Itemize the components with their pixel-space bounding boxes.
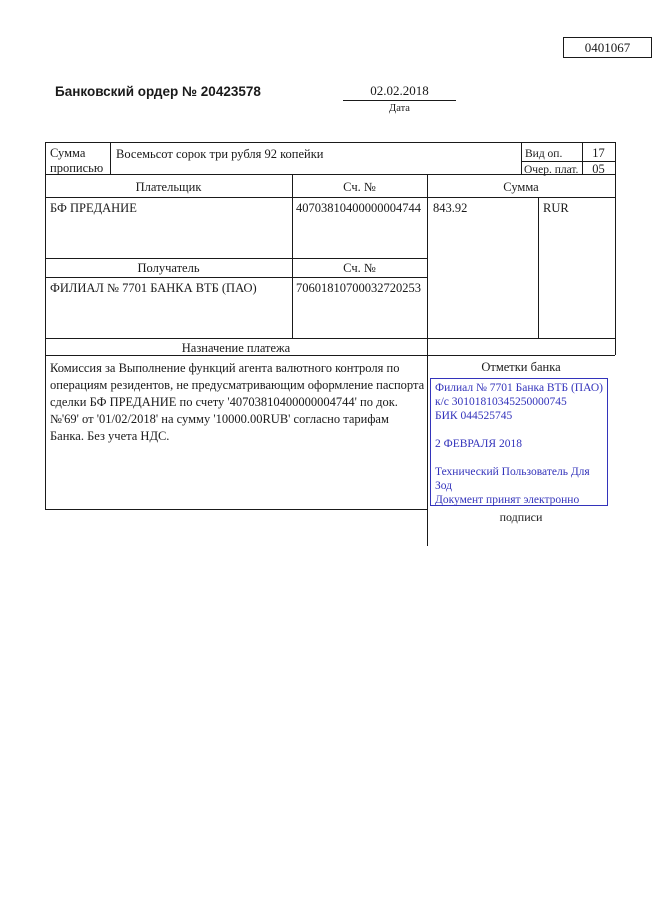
payment-amount: 843.92 (433, 201, 468, 215)
stamp-line: Технический Пользователь Для (435, 466, 590, 478)
amount-in-words-label: Сумма прописью (50, 146, 104, 175)
recipient-account: 70601810700032720253 (296, 281, 421, 295)
recipient-account-header: Сч. № (343, 261, 376, 275)
table-line (615, 142, 616, 355)
payer-account-header: Сч. № (343, 180, 376, 194)
purpose-text: Комиссия за Выполнение функций агента валютного контроля по операциям резидентов, не предусматривающим оформление паспорта сделки БФ ПРЕДАНИЕ по счету '40703810400000004744' по док.№'69' от '01/02/2018' на сумму '10000.00RUB' согласно тарифам Банка. Без учета НДС. (50, 361, 425, 443)
table-line (45, 142, 615, 143)
recipient-section-header: Получатель (137, 261, 200, 275)
payment-priority-label: Очер. плат. (524, 164, 579, 176)
payer-section-header: Плательщик (135, 180, 202, 194)
stamp-line: БИК 044525745 (435, 410, 513, 422)
sum-header: Сумма (503, 180, 539, 194)
bank-stamp (430, 378, 608, 506)
operation-type-label: Вид оп. (525, 148, 563, 160)
table-line (521, 142, 522, 174)
table-line (45, 142, 46, 509)
amount-in-words: Восемьсот сорок три рубля 92 копейки (116, 147, 324, 161)
stamp-line: Документ принят электронно (435, 494, 580, 506)
purpose-section-header: Назначение платежа (181, 341, 291, 355)
form-code-box (563, 37, 652, 58)
table-line (45, 197, 615, 198)
payment-priority-value: 05 (592, 162, 605, 176)
form-code: 0401067 (584, 40, 631, 55)
bank-marks-header: Отметки банка (481, 360, 561, 374)
document-title: Банковский ордер № 20423578 (55, 84, 261, 99)
payer-name: БФ ПРЕДАНИЕ (50, 201, 137, 215)
table-line (292, 174, 293, 338)
table-line (45, 509, 428, 510)
stamp-line (435, 451, 603, 465)
stamp-line (435, 423, 603, 437)
stamp-line: 2 ФЕВРАЛЯ 2018 (435, 438, 522, 450)
table-line (45, 338, 615, 339)
table-line (45, 277, 428, 278)
stamp-line: к/с 30101810345250000745 (435, 396, 567, 408)
operation-type-value: 17 (592, 146, 605, 160)
payer-account: 40703810400000004744 (296, 201, 421, 215)
date-label: Дата (389, 103, 410, 114)
stamp-line: Филиал № 7701 Банка ВТБ (ПАО) (435, 382, 603, 394)
date-underline (343, 100, 456, 101)
recipient-name: ФИЛИАЛ № 7701 БАНКА ВТБ (ПАО) (50, 281, 257, 295)
table-line (110, 142, 111, 174)
payment-currency: RUR (543, 201, 569, 215)
date-value: 02.02.2018 (370, 83, 429, 98)
table-line (45, 258, 428, 259)
signatures-label: подписи (499, 510, 543, 524)
table-line (538, 197, 539, 338)
stamp-line: Зод (435, 480, 453, 492)
